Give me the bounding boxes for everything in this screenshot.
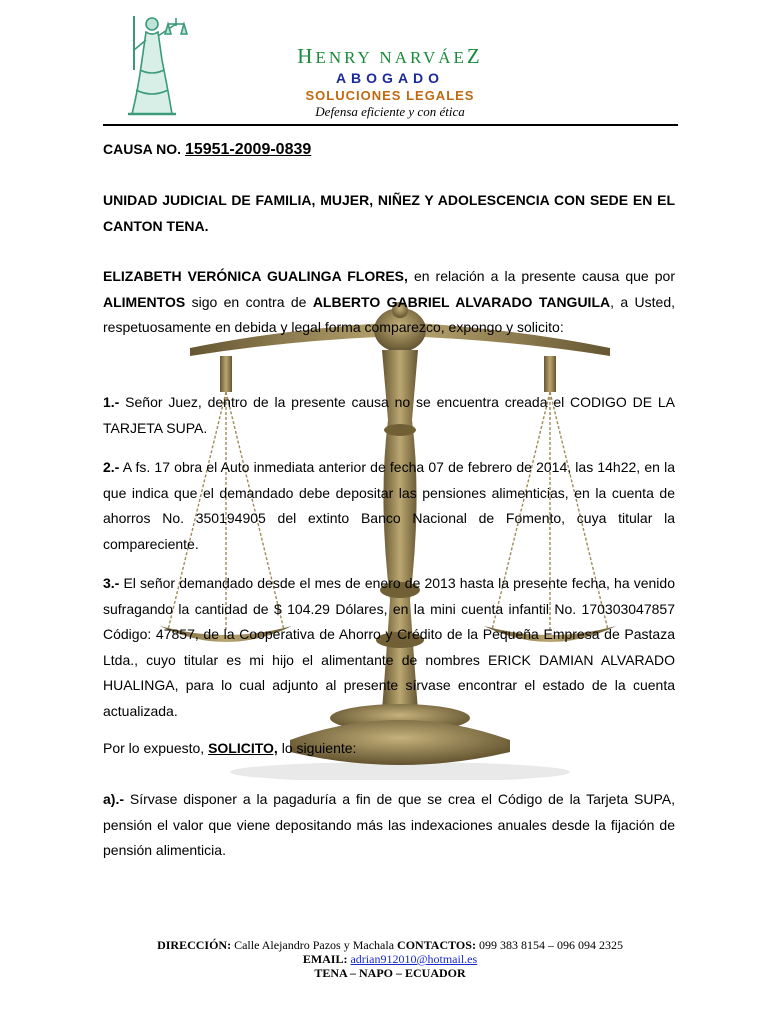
- letterhead-footer: [100, 938, 680, 980]
- location-text: TENA – NAPO – ECUADOR: [314, 966, 466, 980]
- email-link[interactable]: adrian912010@hotmail.es: [350, 952, 478, 966]
- point-3: [103, 571, 675, 724]
- item-a: [103, 787, 675, 864]
- lawyer-name: HENRY NARVÁEZ: [297, 44, 483, 68]
- case-label: CAUSA NO.: [103, 141, 182, 157]
- keyword-alimentos: ALIMENTOS: [103, 293, 186, 310]
- lawyer-subtitle: SOLUCIONES LEGALES: [305, 88, 475, 103]
- contacts-label: CONTACTOS:: [397, 938, 476, 952]
- footer-address-line: [100, 938, 680, 952]
- point-text: Señor Juez, dentro de la presente causa no se encuentra creada el CODIGO DE LA TARJETA SUPA.: [103, 394, 675, 436]
- email-label: EMAIL:: [302, 952, 348, 966]
- point-number: 2.-: [103, 459, 120, 475]
- footer-email-line: [100, 952, 680, 966]
- lawyer-title: ABOGADO: [335, 70, 445, 86]
- intro-paragraph: [103, 264, 675, 341]
- contacts-text: 099 383 8154 – 096 094 2325: [475, 938, 623, 952]
- request-text-1: Por lo expuesto,: [103, 740, 209, 756]
- item-text: Sírvase disponer a la pagaduría a fin de que se crea el Código de la Tarjeta SUPA, pensión el valor que viene depositando más las indexaciones anuales desde la fijación de pensión alimenticia.: [103, 791, 675, 858]
- case-number: 15951-2009-0839: [184, 141, 312, 158]
- point-text: El señor demandado desde el mes de enero de 2013 hasta la presente fecha, ha venido sufragando la cantidad de $ 104.29 Dólares, en la mini cuenta infantil No. 170303047857 Código: 47857, de la Cooperativa de Ahorro y Crédito de la Pequeña Empresa de Pastaza Ltda., cuyo titular es mi hijo el alimentante de nombres ERICK DAMIAN ALVARADO HUALINGA, para lo cual adjunto al presente sírvase encontrar el estado de la cuenta actualizada.: [103, 575, 675, 719]
- court-name: [103, 188, 675, 239]
- letterhead-brand: [255, 44, 525, 120]
- point-2: [103, 455, 675, 557]
- keyword-solicito: SOLICITO,: [208, 740, 278, 756]
- address-text: Calle Alejandro Pazos y Machala: [231, 938, 398, 952]
- intro-text-1: en relación a la presente causa que por: [407, 268, 675, 284]
- header-divider: [103, 124, 678, 126]
- lady-justice-logo-icon: [112, 10, 192, 120]
- item-number: a).-: [103, 791, 124, 807]
- intro-text-2: sigo en contra de: [185, 293, 313, 310]
- lawyer-motto: Defensa eficiente y con ética: [315, 104, 465, 119]
- footer-location: [100, 966, 680, 980]
- case-number-line: [103, 137, 675, 163]
- point-1: [103, 390, 675, 441]
- point-number: 3.-: [103, 575, 120, 591]
- request-text-2: lo siguiente:: [277, 740, 357, 756]
- point-number: 1.-: [103, 394, 120, 410]
- address-label: DIRECCIÓN:: [157, 938, 232, 952]
- point-text: A fs. 17 obra el Auto inmediata anterior de fecha 07 de febrero de 2014, las 14h22, en la que indica que el demandado debe depositar las pensiones alimenticias, en la cuenta de ahorros No. 350194905 del extinto Banco Nacional de Fomento, cuya titular la compareciente.: [103, 459, 675, 552]
- court-heading: UNIDAD JUDICIAL DE FAMILIA, MUJER, NIÑEZ Y ADOLESCENCIA CON SEDE EN EL CANTON TENA.: [103, 192, 675, 234]
- request-line: [103, 736, 675, 762]
- intro-text-3: , a Usted, respetuosamente en debida y legal forma comparezco, expongo y solicito:: [103, 293, 675, 335]
- defendant-name: ALBERTO GABRIEL ALVARADO TANGUILA: [312, 293, 611, 310]
- plaintiff-name: ELIZABETH VERÓNICA GUALINGA FLORES,: [103, 268, 408, 284]
